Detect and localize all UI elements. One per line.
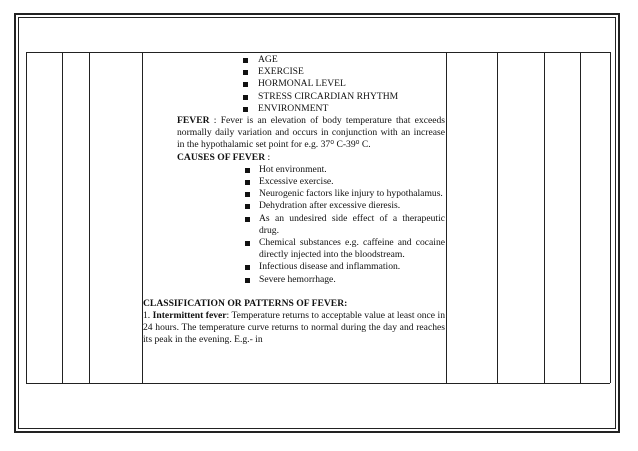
list-item: Severe hemorrhage.: [244, 274, 445, 286]
table-top-border: [26, 52, 610, 53]
item-term: Intermittent fever: [152, 310, 227, 322]
spacer: [143, 286, 445, 298]
fever-term: FEVER: [177, 115, 210, 127]
fever-definition-text: : Fever is an elevation of body temperature that exceeds normally daily variation and occurs in conjunction with an increase in the hypothalamic set point for e.g. 37⁰ C-39⁰ C.: [177, 115, 445, 151]
list-item: EXERCISE: [242, 66, 445, 78]
table-col-line-8: [580, 52, 581, 383]
list-item: Neurogenic factors like injury to hypothalamus.: [244, 188, 445, 200]
item-text: : Temperature returns to acceptable value at least once in 24 hours. The temperature curve returns to normal during the day and reaches its peak in the evening. E.g.- in: [143, 310, 445, 346]
table-bottom-border: [26, 383, 610, 384]
table-col-line-1: [26, 52, 27, 383]
item-number: 1.: [143, 310, 151, 322]
list-item: Dehydration after excessive dieresis.: [244, 200, 445, 212]
causes-heading-suffix: :: [265, 151, 271, 163]
table-col-line-9: [610, 52, 611, 383]
list-item: As an undesired side effect of a therapeutic drug.: [244, 213, 445, 237]
list-item: Chemical substances e.g. caffeine and cocaine directly injected into the bloodstream.: [244, 237, 445, 261]
table-col-line-7: [544, 52, 545, 383]
causes-heading-text: CAUSES OF FEVER: [177, 151, 266, 163]
table-col-line-5: [446, 52, 447, 383]
list-item: AGE: [242, 54, 445, 66]
classification-heading: CLASSIFICATION OR PATTERNS OF FEVER:: [143, 297, 348, 309]
table-col-line-6: [497, 52, 498, 383]
list-item: Infectious disease and inflammation.: [244, 261, 445, 273]
causes-list: [244, 164, 445, 286]
causes-heading: [177, 152, 445, 164]
list-item: ENVIRONMENT: [242, 103, 445, 115]
list-item: Hot environment.: [244, 164, 445, 176]
table-col-line-2: [62, 52, 63, 383]
list-item: STRESS CIRCARDIAN RHYTHM: [242, 91, 445, 103]
list-item: Excessive exercise.: [244, 176, 445, 188]
fever-definition: [177, 115, 445, 152]
content-cell: [143, 54, 445, 347]
classification-item-1: [143, 310, 445, 347]
table-col-line-3: [89, 52, 90, 383]
list-item: HORMONAL LEVEL: [242, 78, 445, 90]
factors-list: [242, 54, 445, 115]
